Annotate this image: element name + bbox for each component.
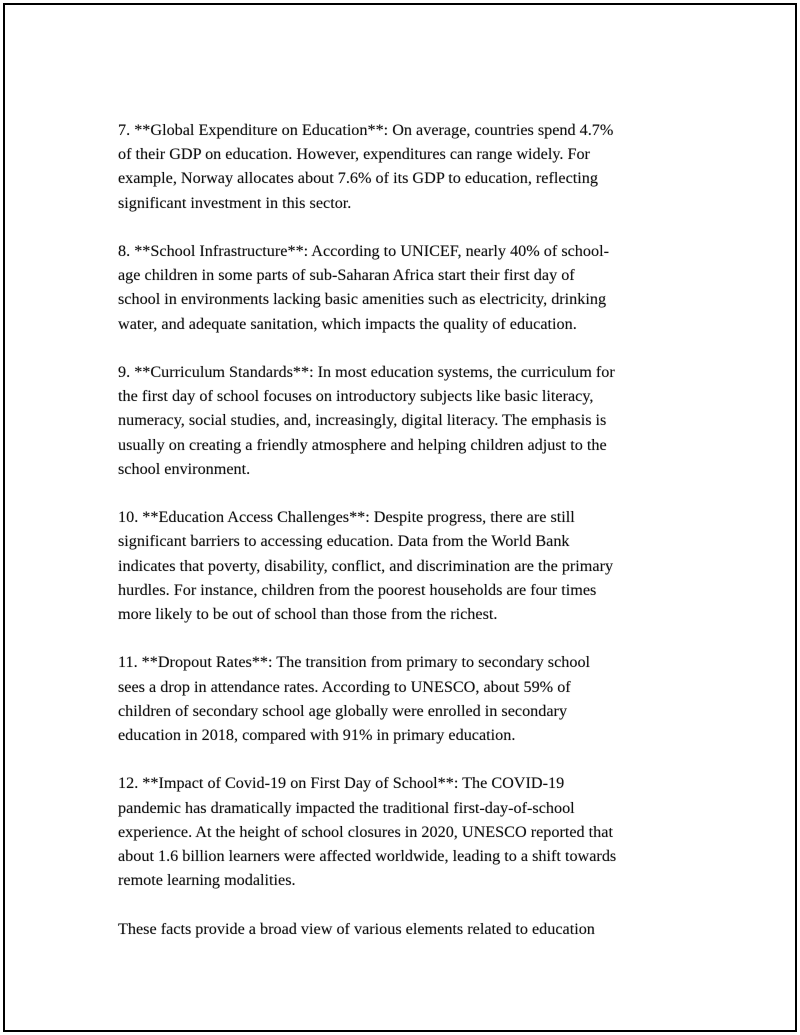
text-line: school environment.: [118, 459, 251, 478]
text-line: school in environments lacking basic amenities such as electricity, drinking: [118, 290, 607, 309]
paragraph-education-access: [118, 505, 688, 626]
text-line: 7. **Global Expenditure on Education**: On average, countries spend 4.7%: [118, 121, 614, 139]
text-line: usually on creating a friendly atmosphere and helping children adjust to the: [118, 435, 607, 454]
text-line: 8. **School Infrastructure**: According to UNICEF, nearly 40% of school-: [118, 242, 609, 260]
text-line: These facts provide a broad view of various elements related to education: [118, 919, 595, 938]
text-line: the first day of school focuses on introductory subjects like basic literacy,: [118, 387, 594, 406]
text-line: significant barriers to accessing education. Data from the World Bank: [118, 532, 570, 551]
paragraph-curriculum-standards: [118, 360, 688, 481]
text-line: pandemic has dramatically impacted the traditional first-day-of-school: [118, 798, 575, 817]
paragraph-covid-impact: [118, 771, 688, 892]
text-line: 12. **Impact of Covid-19 on First Day of School**: The COVID-19: [118, 774, 565, 793]
paragraph-dropout-rates: [118, 650, 688, 747]
text-line: more likely to be out of school than those from the richest.: [118, 605, 498, 624]
text-line: significant investment in this sector.: [118, 193, 352, 212]
text-line: of their GDP on education. However, expenditures can range widely. For: [118, 145, 590, 164]
text-line: hurdles. For instance, children from the poorest households are four times: [118, 580, 597, 599]
document-body: [118, 118, 688, 965]
text-line: experience. At the height of school closures in 2020, UNESCO reported that: [118, 822, 613, 841]
text-line: 10. **Education Access Challenges**: Despite progress, there are still: [118, 508, 575, 527]
text-line: education in 2018, compared with 91% in primary education.: [118, 726, 516, 745]
text-line: indicates that poverty, disability, conflict, and discrimination are the primary: [118, 556, 614, 575]
text-line: 9. **Curriculum Standards**: In most education systems, the curriculum for: [118, 363, 615, 381]
paragraph-school-infrastructure: [118, 239, 688, 336]
text-line: children of secondary school age globally were enrolled in secondary: [118, 701, 568, 720]
text-line: about 1.6 billion learners were affected worldwide, leading to a shift towards: [118, 847, 617, 866]
text-line: water, and adequate sanitation, which impacts the quality of education.: [118, 314, 577, 333]
paragraph-global-expenditure: [118, 118, 688, 215]
paragraph-conclusion: [118, 917, 688, 941]
text-line: remote learning modalities.: [118, 871, 296, 890]
text-line: sees a drop in attendance rates. According to UNESCO, about 59% of: [118, 677, 571, 696]
text-line: age children in some parts of sub-Saharan Africa start their first day of: [118, 266, 575, 285]
text-line: numeracy, social studies, and, increasingly, digital literacy. The emphasis is: [118, 411, 607, 430]
text-line: example, Norway allocates about 7.6% of its GDP to education, reflecting: [118, 169, 598, 188]
text-line: 11. **Dropout Rates**: The transition from primary to secondary school: [118, 653, 591, 672]
